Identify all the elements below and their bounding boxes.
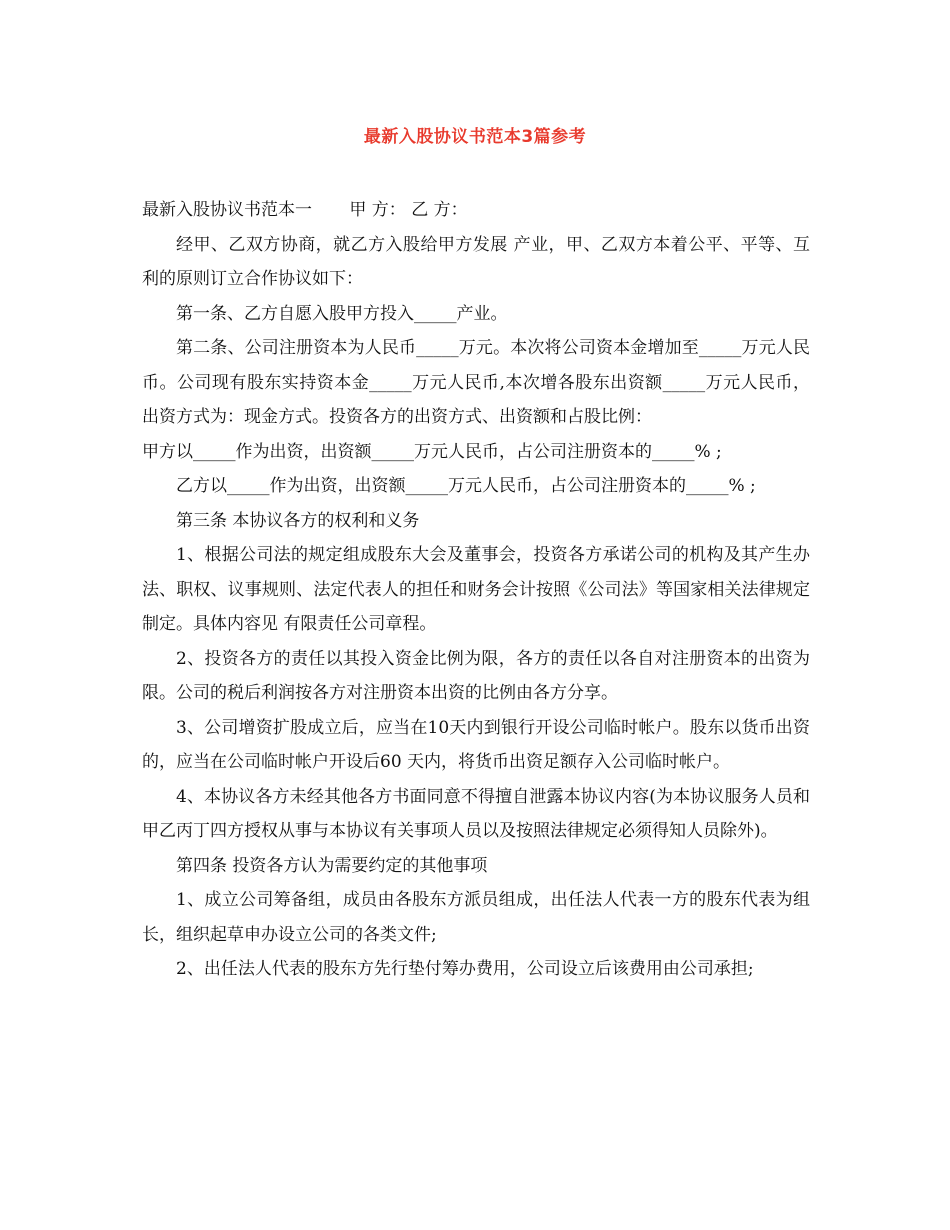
paragraph-intro: 经甲、乙双方协商，就乙方入股给甲方发展 产业，甲、乙双方本着公平、平等、互利的原则订立合作协议如下：	[142, 234, 810, 289]
intro-line	[142, 193, 810, 228]
paragraph-article-4-item-2: 2、出任法人代表的股东方先行垫付筹办费用，公司设立后该费用由公司承担;	[176, 959, 754, 979]
paragraph-article-3-item-2: 2、投资各方的责任以其投入资金比例为限，各方的责任以各自对注册资本的出资为限。公司的税后利润按各方对注册资本出资的比例由各方分享。	[142, 648, 810, 703]
document-title: 最新入股协议书范本3篇参考	[363, 127, 587, 147]
party-a-label: 甲 方：	[349, 200, 406, 220]
paragraph-party-b-contribution: 乙方以_____作为出资，出资额_____万元人民币，占公司注册资本的_____% ;	[176, 476, 756, 496]
paragraph-article-4-item-1: 1、成立公司筹备组，成员由各股东方派员组成，出任法人代表一方的股东代表为组长，组织起草申办设立公司的各类文件;	[142, 890, 810, 945]
document-body	[142, 193, 810, 987]
paragraph-article-4-heading: 第四条 投资各方认为需要约定的其他事项	[176, 855, 488, 876]
paragraph-article-3-heading: 第三条 本协议各方的权利和义务	[176, 510, 420, 531]
paragraph-article-3-item-1: 1、根据公司法的规定组成股东大会及董事会，投资各方承诺公司的机构及其产生办法、职权、议事规则、法定代表人的担任和财务会计按照《公司法》等国家相关法律规定制定。具体内容见 有限责任公司章程。	[142, 545, 810, 634]
paragraph-article-2: 第二条、公司注册资本为人民币_____万元。本次将公司资本金增加至_____万元人民币。公司现有股东实持资本金_____万元人民币,本次增各股东出资额_____万元人民币，出资方式为：现金方式。投资各方的出资方式、出资额和占股比例：	[142, 338, 810, 427]
paragraph-party-a-contribution: 甲方以_____作为出资，出资额_____万元人民币，占公司注册资本的_____% ;	[142, 441, 722, 462]
paragraph-article-3-item-4: 4、本协议各方未经其他各方书面同意不得擅自泄露本协议内容(为本协议服务人员和甲乙丙丁四方授权从事与本协议有关事项人员以及按照法律规定必须得知人员除外)。	[142, 786, 810, 841]
paragraph-article-1: 第一条、乙方自愿入股甲方投入_____产业。	[176, 303, 508, 324]
intro-heading: 最新入股协议书范本一	[142, 200, 312, 220]
paragraph-article-3-item-3: 3、公司增资扩股成立后，应当在10天内到银行开设公司临时帐户。股东以货币出资的，应当在公司临时帐户开设后60 天内，将货币出资足额存入公司临时帐户。	[142, 717, 810, 772]
party-b-label: 乙 方：	[411, 200, 468, 220]
